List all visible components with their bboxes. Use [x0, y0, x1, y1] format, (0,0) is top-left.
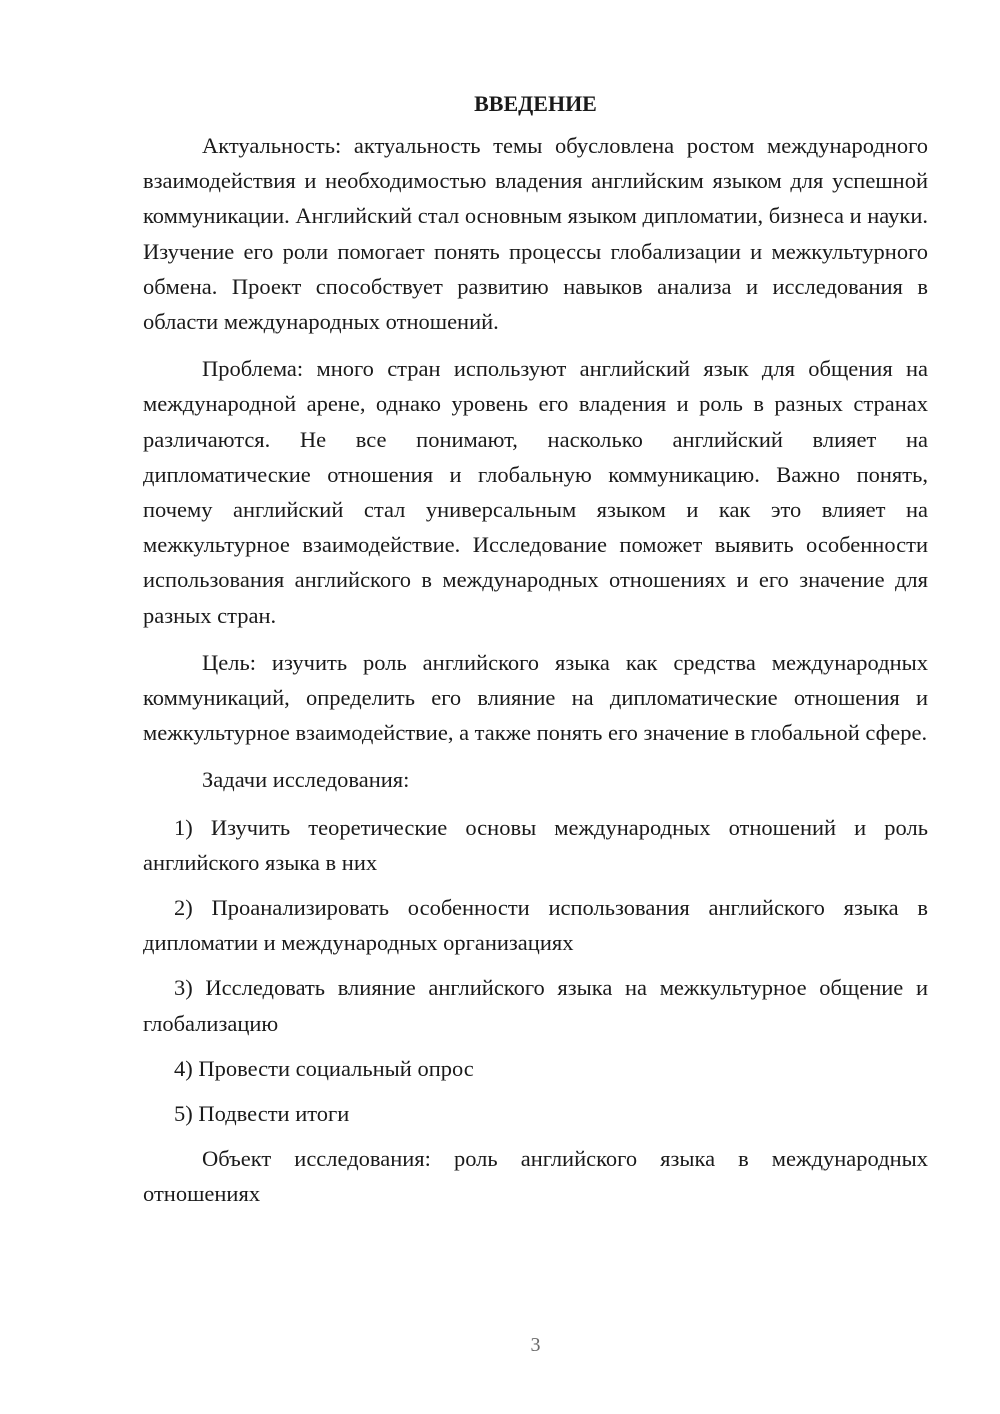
section-heading: ВВЕДЕНИЕ	[474, 91, 597, 116]
goal-paragraph: Цель: изучить роль английского языка как средства международных коммуникаций, определить его влияние на дипломатические отношения и межкультурное взаимодействие, а также понять его значение в глобальной сфере.	[143, 649, 928, 746]
list-item: 2) Проанализировать особенности использования английского языка в дипломатии и международных организациях	[143, 895, 928, 956]
tasks-title: Задачи исследования:	[202, 767, 410, 793]
list-item: 5) Подвести итоги	[174, 1101, 350, 1127]
document-page	[143, 90, 928, 1224]
list-item: 3) Исследовать влияние английского языка на межкультурное общение и глобализацию	[143, 975, 928, 1036]
tasks-list	[143, 810, 928, 1132]
relevance-paragraph: Актуальность: актуальность темы обусловлена ростом международного взаимодействия и необходимостью владения английским языком для успешной коммуникации. Английский стал основным языком дипломатии, бизнеса и науки. Изучение его роли помогает понять процессы глобализации и межкультурного обмена. Проект способствует развитию навыков анализа и исследования в области международных отношений.	[143, 133, 928, 335]
page-number: 3	[530, 1334, 541, 1356]
problem-paragraph: Проблема: много стран используют английский язык для общения на международной арене, однако уровень его владения и роль в разных странах различаются. Не все понимают, насколько английский влияет на дипломатические отношения и глобальную коммуникацию. Важно понять, почему английский стал универсальным языком и как это влияет на межкультурное взаимодействие. Исследование поможет выявить особенности использования английского в международных отношениях и его значение для разных стран.	[143, 356, 928, 628]
list-item: 1) Изучить теоретические основы международных отношений и роль английского языка в них	[143, 814, 928, 875]
object-paragraph: Объект исследования: роль английского языка в международных отношениях	[143, 1146, 928, 1207]
list-item: 4) Провести социальный опрос	[174, 1055, 474, 1081]
